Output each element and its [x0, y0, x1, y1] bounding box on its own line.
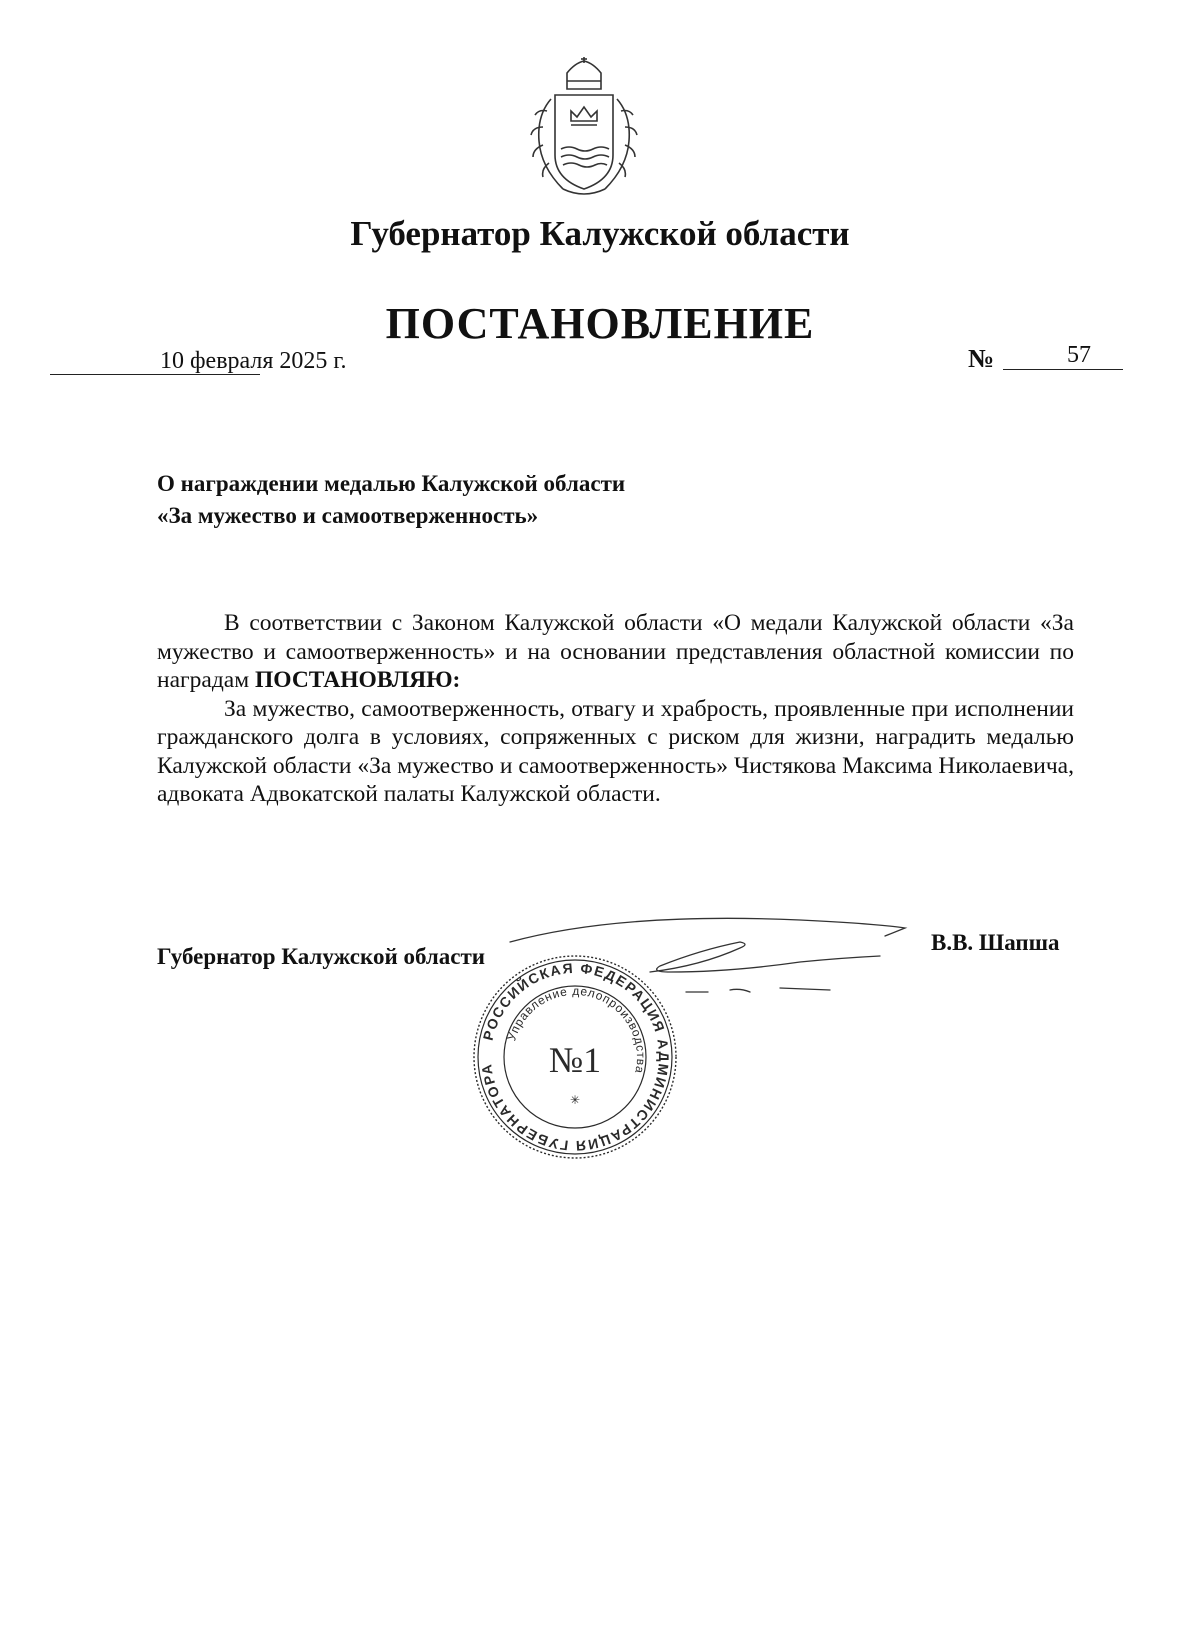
stamp-center-text: №1	[548, 1040, 602, 1080]
document-type-title: ПОСТАНОВЛЕНИЕ	[385, 299, 815, 348]
decree-keyword: ПОСТАНОВЛЯЮ:	[254, 667, 461, 693]
stamp-outer-text: РОССИЙСКАЯ ФЕДЕРАЦИЯ АДМИНИСТРАЦИЯ ГУБЕРНАТОРА	[478, 959, 673, 1155]
document-number-label: №	[968, 344, 995, 373]
number-underline	[1003, 369, 1123, 370]
signatory-title: Губернатор Калужской области	[157, 944, 486, 969]
body-paragraph-2: За мужество, самоотверженность, отвагу и храбрость, проявленные при исполнении гражданского долга в условиях, сопряженных с риском для жизни, наградить медалью Калужской области «За мужество и самоотверженность» Чистякова Максима Николаевича, адвоката Адвокатской палаты Калужской области.	[157, 695, 1074, 807]
coat-of-arms-emblem	[523, 55, 645, 201]
body-paragraph-1	[157, 609, 1074, 695]
document-number: 57	[1067, 342, 1091, 368]
subject-line-2: «За мужество и самоотверженность»	[157, 503, 539, 528]
official-seal-stamp	[470, 952, 680, 1162]
signatory-name: В.В. Шапша	[931, 930, 1060, 955]
body-paragraph-1-text: В соответствии с Законом Калужской области «О медали Калужской области «За мужество и самоотверженность» и на основании представления областной комиссии по наградам	[157, 610, 1074, 693]
stamp-star-icon: ✳	[569, 1093, 581, 1107]
subject-line-1: О награждении медалью Калужской области	[157, 471, 626, 496]
issuing-authority-title: Губернатор Калужской области	[350, 214, 850, 253]
crown-shield-icon	[523, 55, 645, 201]
document-body	[157, 609, 1074, 809]
document-subject	[157, 468, 857, 532]
stamp-inner-text: Управление делопроизводства	[504, 983, 649, 1076]
document-date: 10 февраля 2025 г.	[160, 348, 347, 374]
